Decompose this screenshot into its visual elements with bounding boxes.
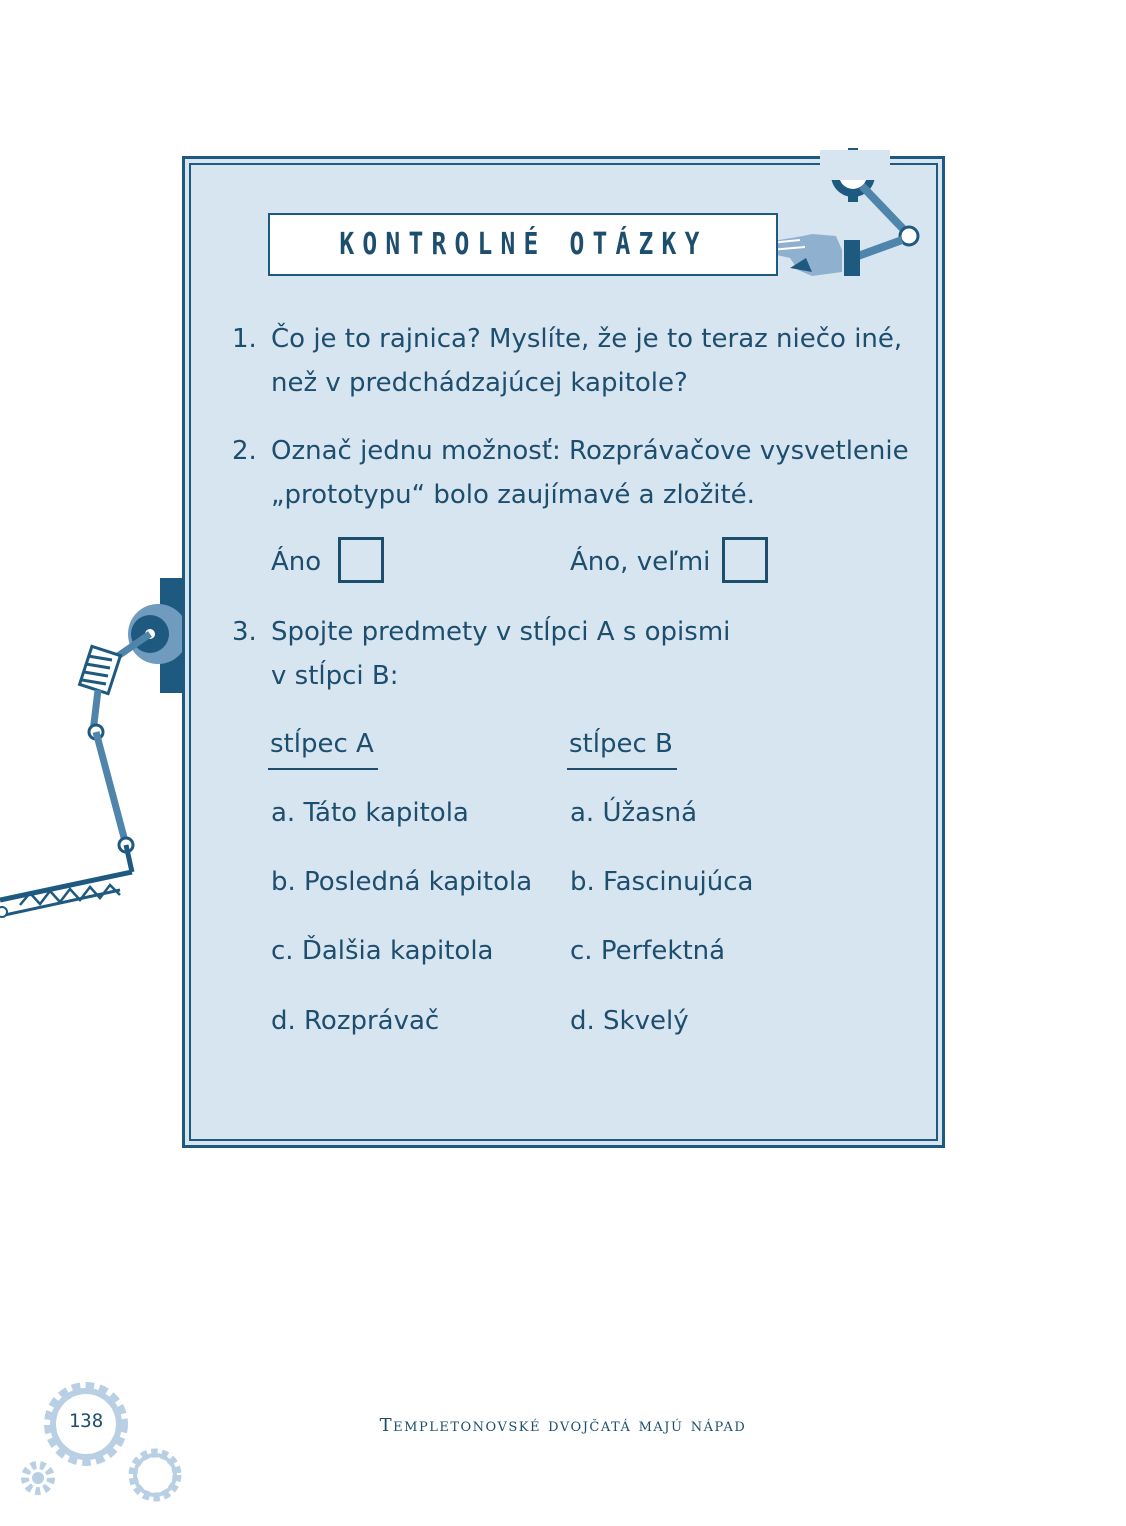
running-footer-title: Templetonovské dvojčatá majú nápad [379,1415,747,1436]
column-b-item: a. Úžasná [570,798,698,828]
robot-hand-pointing-icon [760,148,918,276]
question-1-line-1: Čo je to rajnica? Myslíte, že je to teraz niečo iné, [271,324,903,354]
question-1-line-2: než v predchádzajúcej kapitole? [271,368,688,398]
column-a-item: b. Posledná kapitola [271,867,533,897]
question-3-line-2: v stĺpci B: [271,661,399,691]
question-1-number: 1. [232,324,257,354]
section-title: KONTROLNÉ OTÁZKY [338,227,708,262]
option-very-checkbox[interactable] [722,537,768,583]
gears-icon [25,1388,177,1497]
section-title-box [268,213,778,276]
column-a-item: a. Táto kapitola [271,798,469,828]
question-2-line-1: Označ jednu možnosť: Rozprávačove vysvetlenie [271,436,909,466]
column-a-item: d. Rozprávač [271,1006,440,1036]
column-a-item: c. Ďalšia kapitola [271,936,494,966]
option-yes-label: Áno [271,547,322,577]
column-b-item: b. Fascinujúca [570,867,754,897]
question-2-line-2: „prototypu“ bolo zaujímavé a zložité. [271,480,755,510]
page-number: 138 [68,1410,104,1432]
question-2-number: 2. [232,436,257,466]
column-b-item: d. Skvelý [570,1006,689,1036]
option-very-label: Áno, veľmi [570,547,711,577]
question-3-number: 3. [232,617,257,647]
option-yes-checkbox[interactable] [338,537,384,583]
column-b-heading: stĺpec B [567,724,677,770]
question-3-line-1: Spojte predmety v stĺpci A s opismi [271,617,731,647]
column-a-heading: stĺpec A [268,724,378,770]
column-b-item: c. Perfektná [570,936,726,966]
